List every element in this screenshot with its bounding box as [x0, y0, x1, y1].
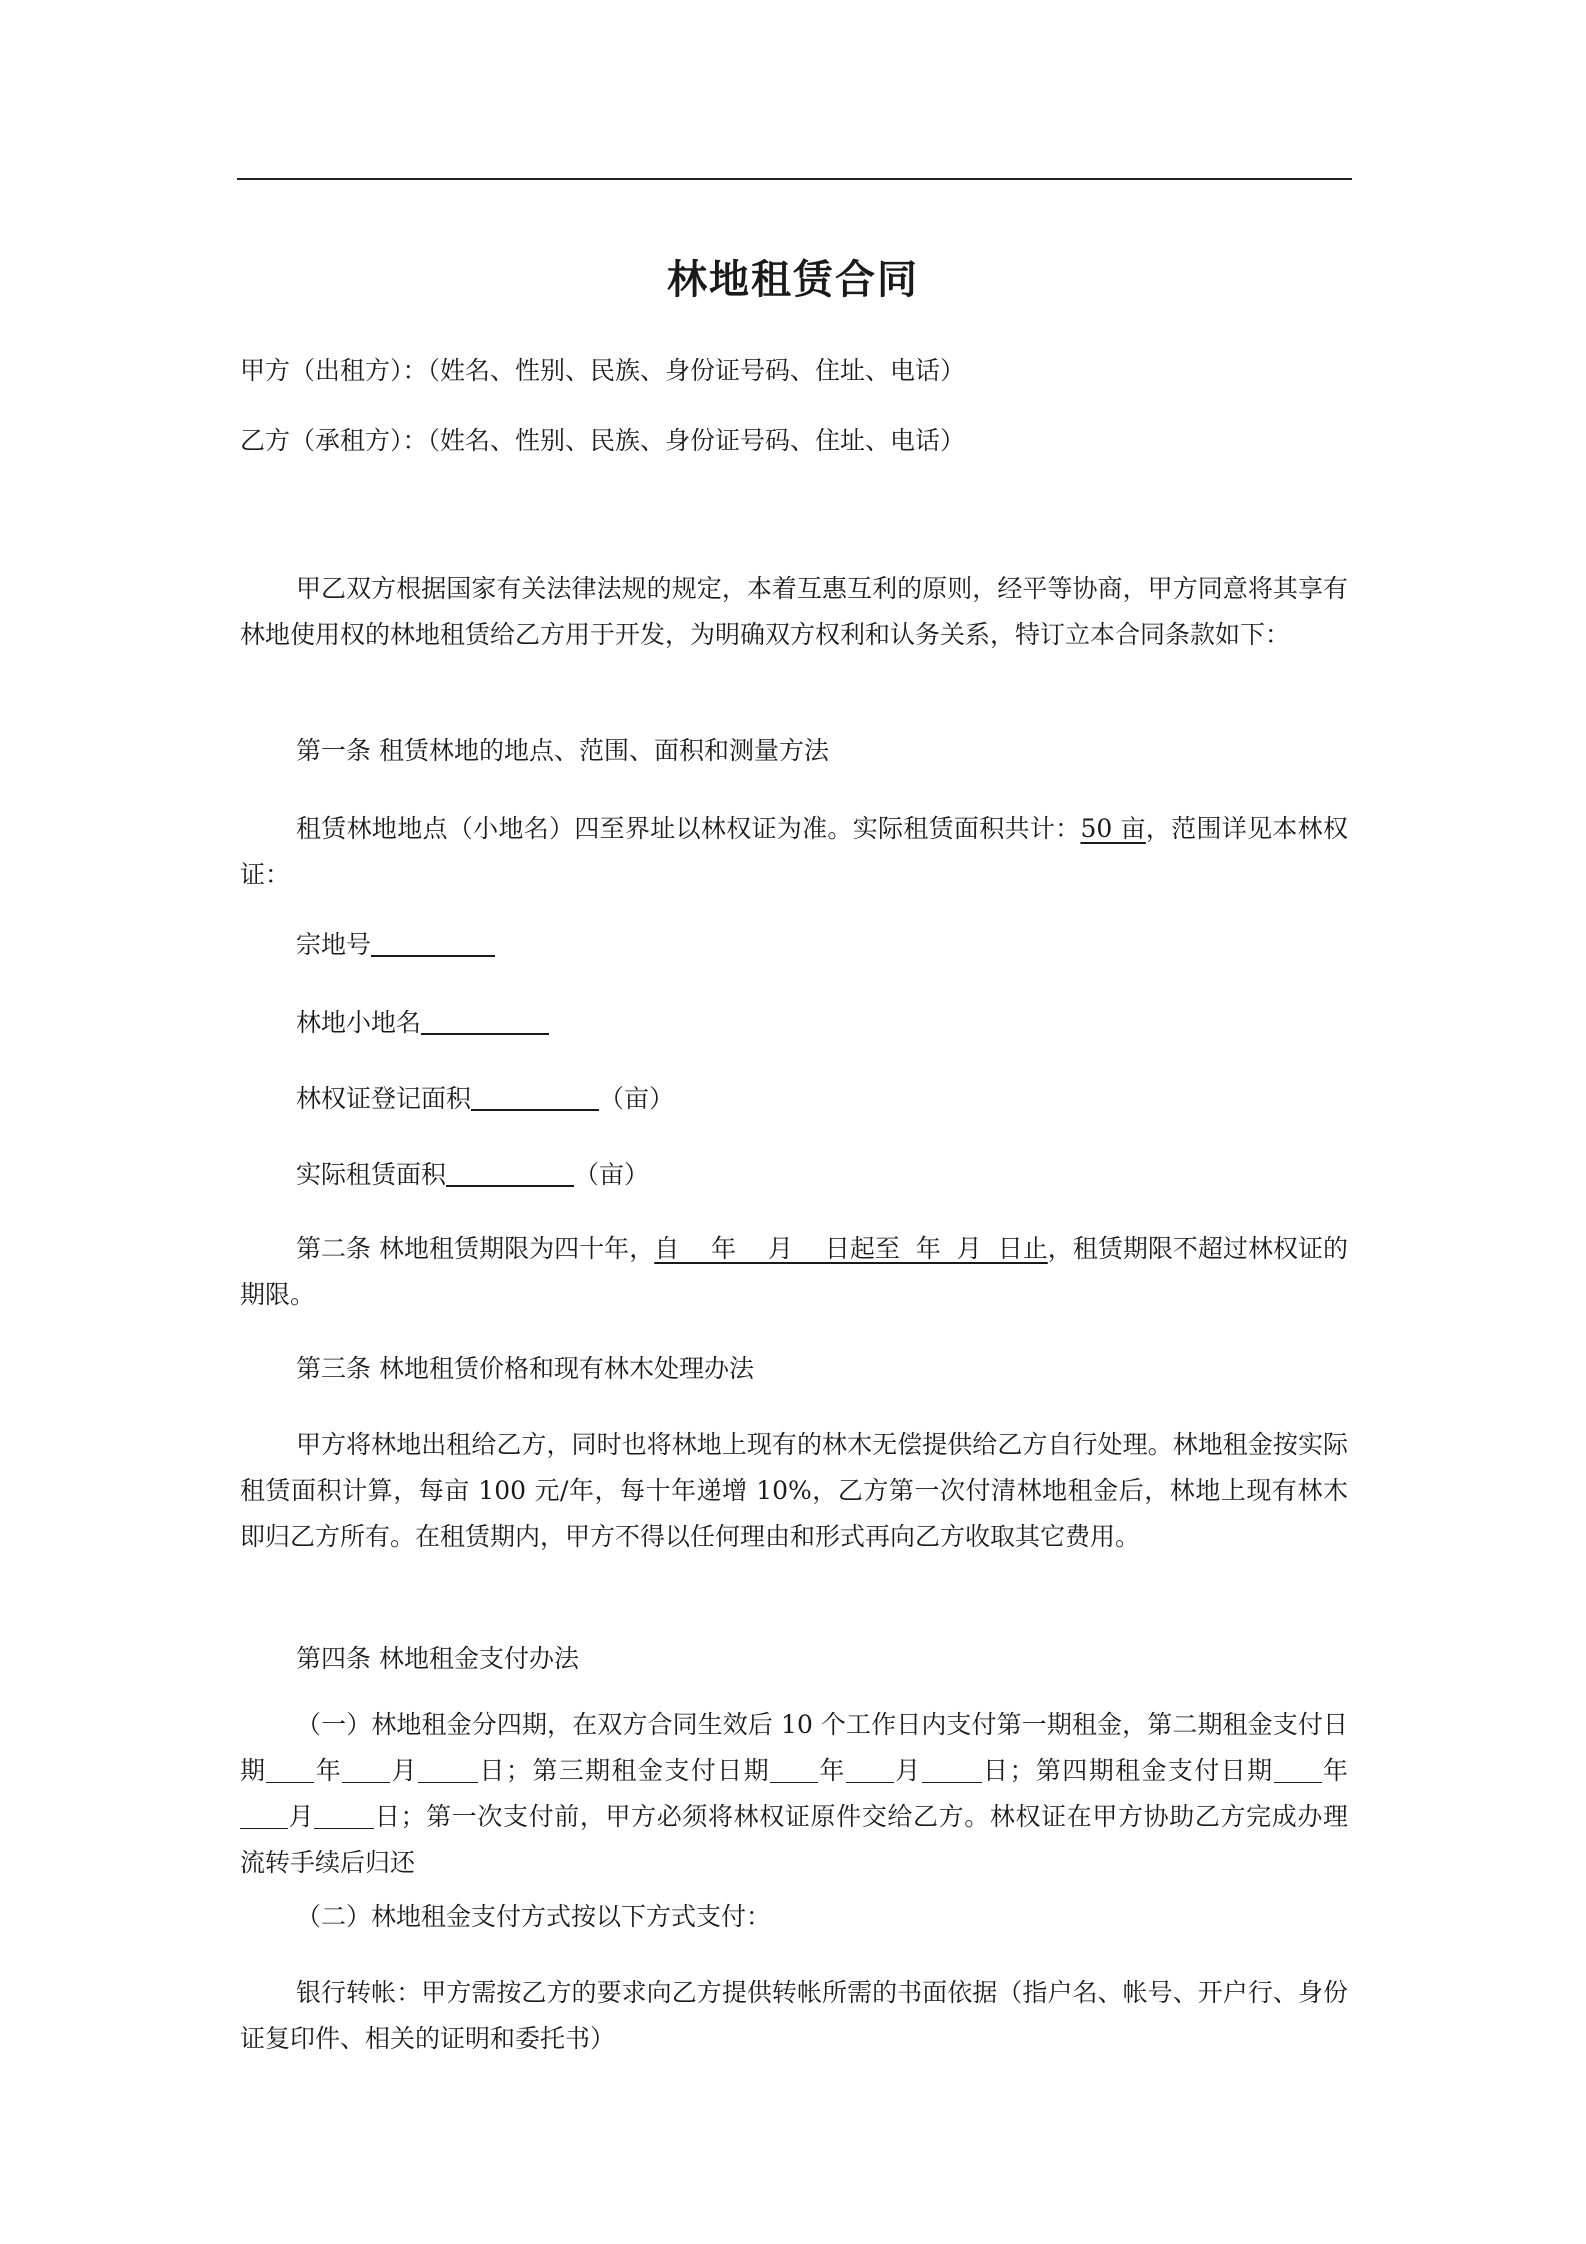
article4-item2: （二）林地租金支付方式按以下方式支付： — [296, 1902, 772, 1931]
date3-day: 日 — [981, 1756, 1010, 1785]
actual-area-field — [296, 1152, 1406, 1198]
item1-part-b: ；第三期租金支付日期 — [505, 1756, 770, 1785]
local-name-label: 林地小地名 — [296, 1008, 422, 1037]
party-a-line: 甲方（出租方）：（姓名、性别、民族、身份证号码、住址、电话） — [240, 356, 966, 385]
area-value: 50 亩 — [1080, 814, 1146, 843]
actual-area-unit: （亩） — [574, 1160, 650, 1189]
bank-transfer-paragraph: 银行转帐：甲方需按乙方的要求向乙方提供转帐所需的书面依据（指户名、帐号、开户行、身份证复印件、相关的证明和委托书） — [240, 1978, 1348, 2053]
article2-suffix: ，租赁期限不超过林权证的期限。 — [240, 1234, 1348, 1309]
registered-area-blank — [471, 1083, 599, 1111]
article1-body — [240, 806, 1348, 898]
local-name-field — [296, 1000, 1406, 1046]
item1-part-a: （一）林地租金分四期，在双方合同生效后 10 个工作日内支付第一期租金，第二期租金支付日期 — [240, 1710, 1348, 1785]
date4-day: 日 — [374, 1802, 401, 1831]
item1-part-c: ；第四期租金支付日期 — [1009, 1756, 1274, 1785]
article4-item1 — [240, 1702, 1348, 1886]
parcel-label: 宗地号 — [296, 930, 372, 959]
date4-month: 月 — [288, 1802, 315, 1831]
article1-body-after: ，范围详见本林权证： — [240, 814, 1348, 889]
date2-day: 日 — [478, 1756, 506, 1785]
article3-body: 甲方将林地出租给乙方，同时也将林地上现有的林木无偿提供给乙方自行处理。林地租金按实际租赁面积计算，每亩 100 元/年，每十年递增 10%，乙方第一次付清林地租金后，林地上现有林木即归乙方所有。在租赁期内，甲方不得以任何理由和形式再向乙方收取其它费用。 — [240, 1430, 1348, 1551]
actual-area-blank — [446, 1159, 574, 1187]
parcel-blank — [371, 929, 495, 957]
article2-prefix: 第二条 林地租赁期限为四十年， — [296, 1234, 655, 1263]
date2-month: 月 — [390, 1756, 419, 1785]
article3-heading: 第三条 林地租赁价格和现有林木处理办法 — [296, 1354, 754, 1383]
document-title: 林地租赁合同 — [667, 256, 919, 303]
date2-year: 年 — [314, 1756, 343, 1785]
registered-area-unit: （亩） — [599, 1084, 675, 1113]
lease-term: 自 年 月 日起至 年 月 日止 — [654, 1234, 1048, 1263]
date3-month: 月 — [893, 1756, 922, 1785]
header-rule — [237, 178, 1352, 180]
item1-part-d: ；第一次支付前，甲方必须将林权证原件交给乙方。林权证在甲方协助乙方完成办理流转手续后归还 — [240, 1802, 1348, 1877]
actual-area-label: 实际租赁面积 — [296, 1160, 447, 1189]
article1-heading: 第一条 租赁林地的地点、范围、面积和测量方法 — [296, 736, 829, 765]
party-b-line: 乙方（承租方）：（姓名、性别、民族、身份证号码、住址、电话） — [240, 426, 966, 455]
article4-heading: 第四条 林地租金支付办法 — [296, 1644, 579, 1673]
parcel-field — [296, 922, 1406, 968]
article2-paragraph — [240, 1226, 1348, 1318]
registered-area-label: 林权证登记面积 — [296, 1084, 472, 1113]
date3-year: 年 — [817, 1756, 846, 1785]
local-name-blank — [421, 1007, 549, 1035]
date4-year: 年 — [1321, 1756, 1348, 1785]
registered-area-field — [296, 1076, 1406, 1122]
article1-body-before: 租赁林地地点（小地名）四至界址以林权证为准。实际租赁面积共计： — [296, 814, 1081, 843]
intro-paragraph: 甲乙双方根据国家有关法律法规的规定，本着互惠互利的原则，经平等协商，甲方同意将其享有林地使用权的林地租赁给乙方用于开发，为明确双方权利和认务关系，特订立本合同条款如下： — [240, 574, 1348, 649]
